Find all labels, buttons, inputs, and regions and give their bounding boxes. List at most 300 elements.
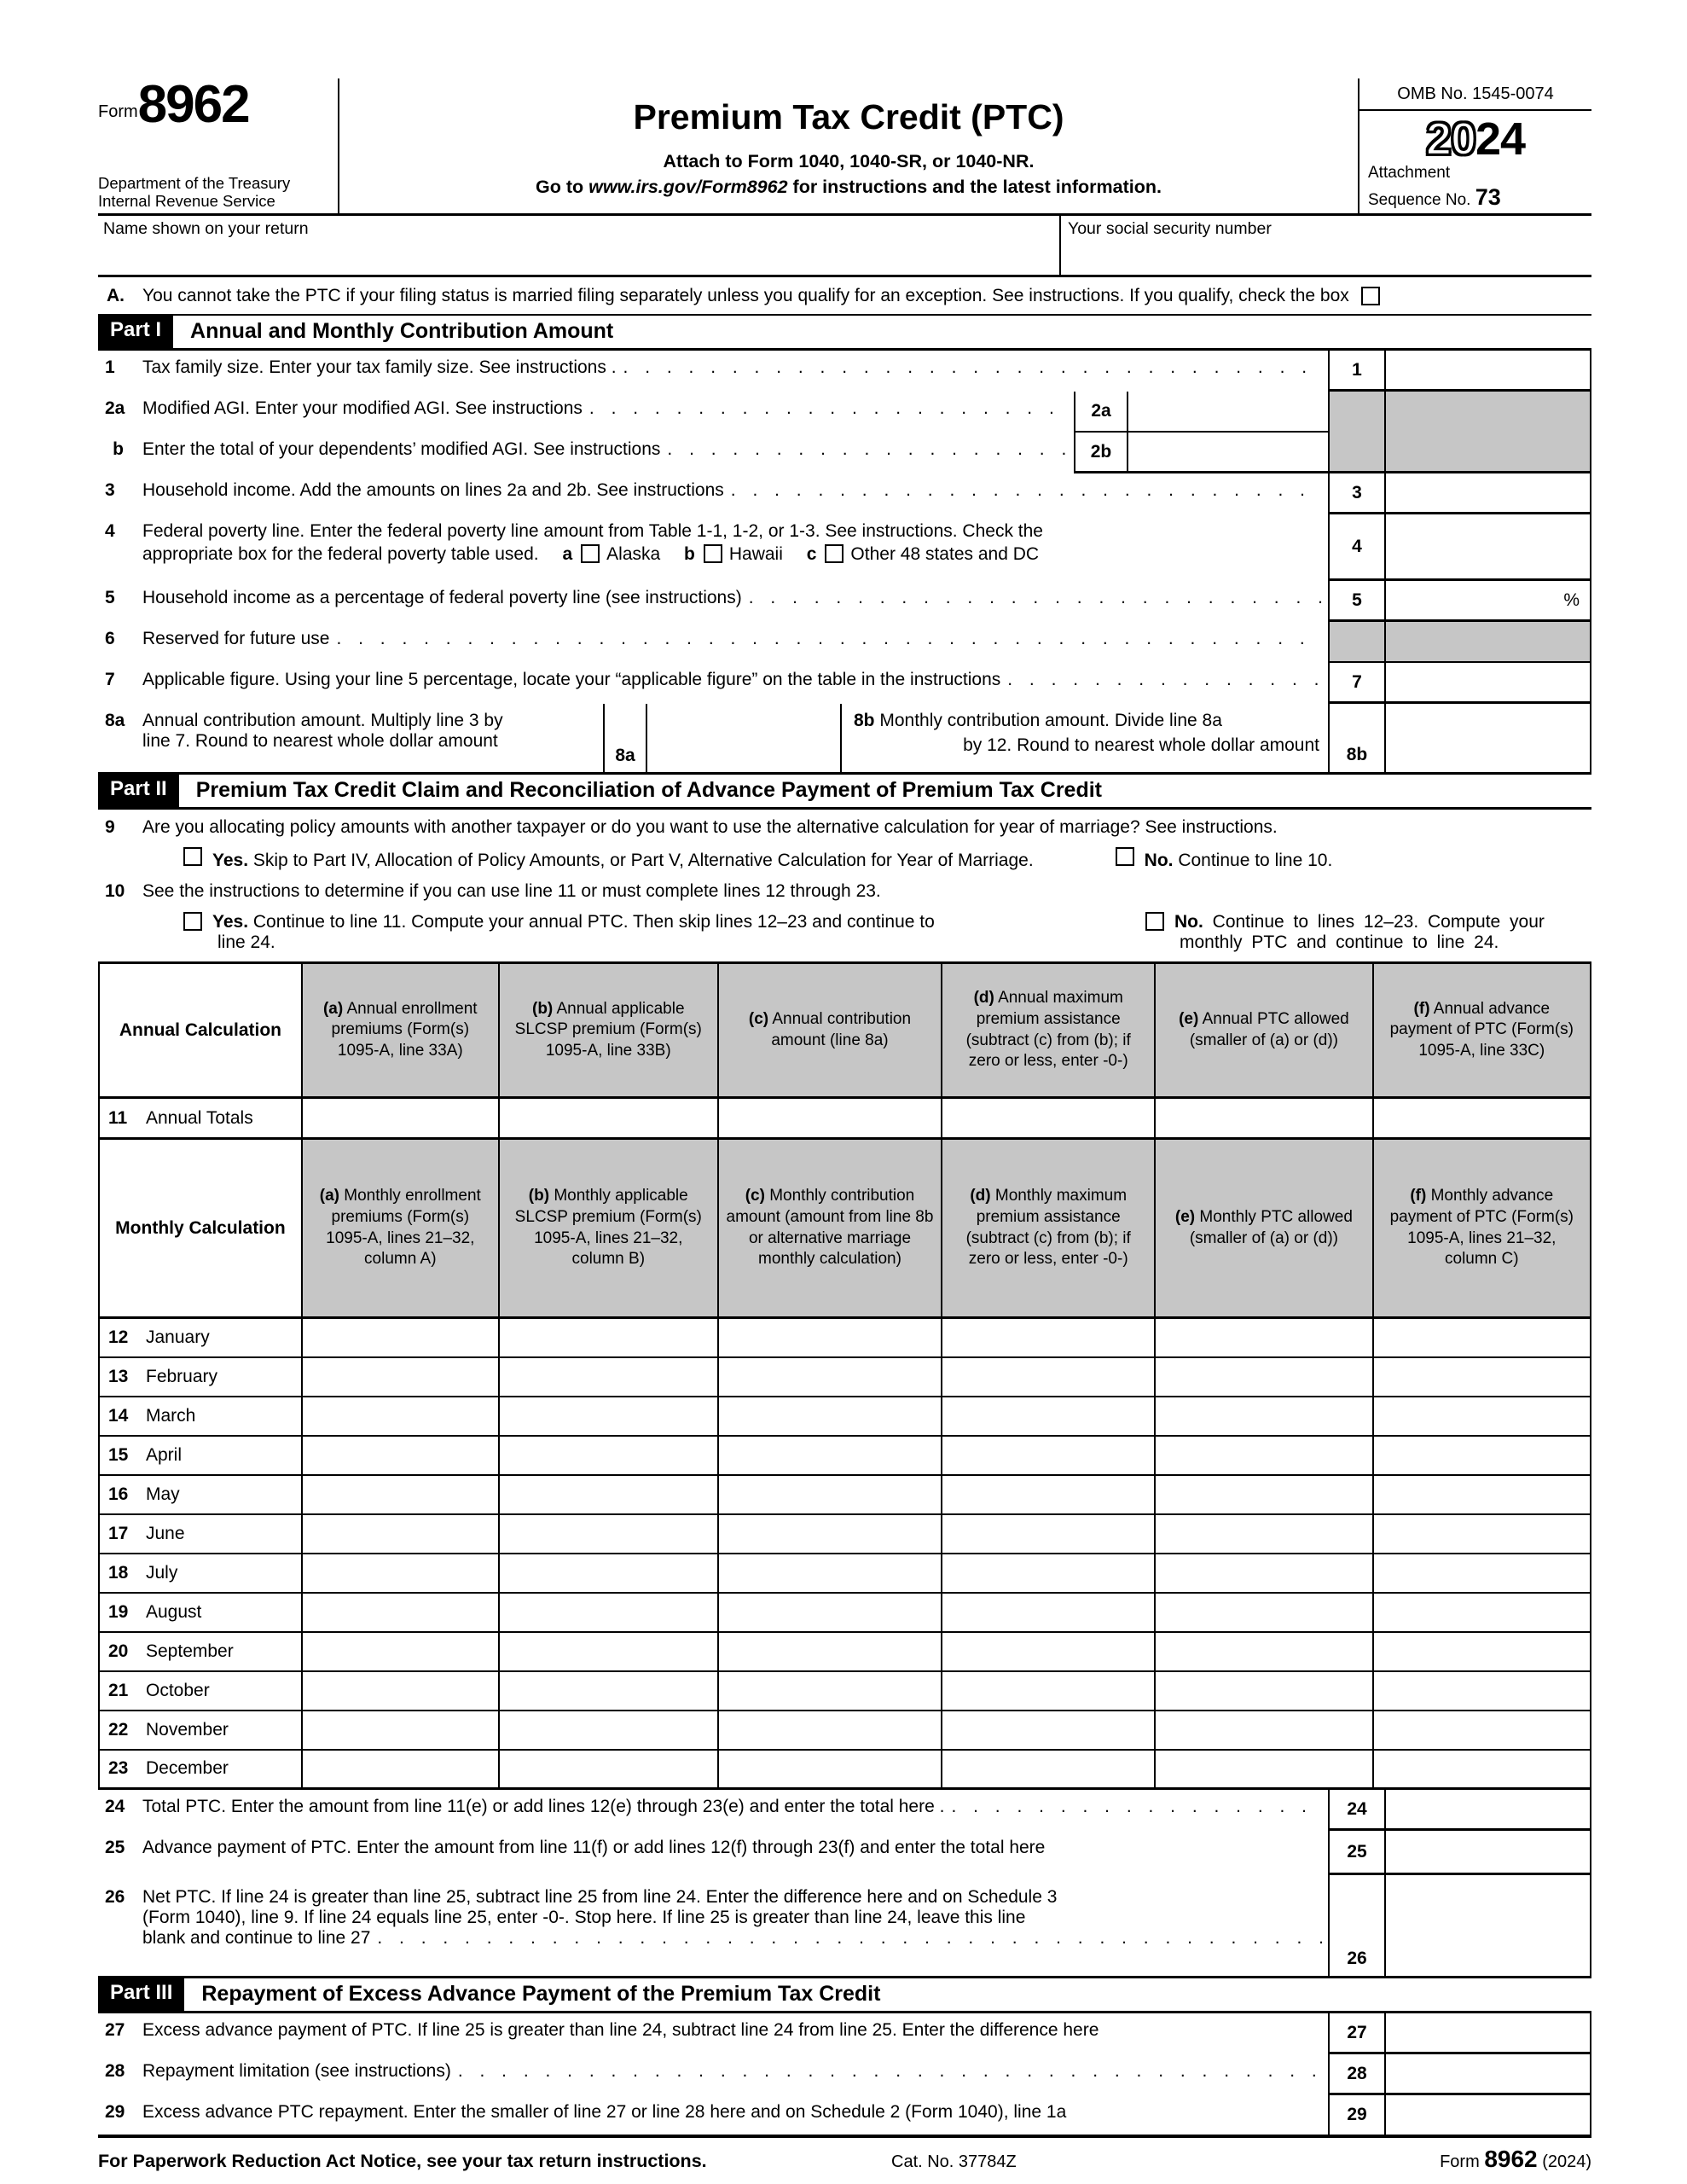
col-tag: (f): [1410, 1187, 1427, 1205]
annual-totals-row: [99, 1098, 1591, 1139]
month-june-cell-a[interactable]: [302, 1514, 499, 1554]
line-28-amount-field[interactable]: [1386, 2054, 1591, 2093]
month-line-number: 21: [108, 1680, 129, 1700]
month-december-cell-c[interactable]: [718, 1750, 942, 1789]
month-september-cell-a[interactable]: [302, 1632, 499, 1671]
line-3-number: 3: [105, 480, 115, 501]
leader-dots: [623, 357, 1323, 378]
line-27-amount-field[interactable]: [1386, 2013, 1591, 2052]
month-label-june: [99, 1514, 302, 1554]
col-text: Annual PTC allowed (smaller of (a) or (d)): [1189, 1010, 1349, 1049]
line-5-number: 5: [105, 588, 115, 608]
line-5-box-number: 5: [1328, 581, 1386, 619]
month-line-number: 18: [108, 1562, 129, 1583]
col-tag: (c): [748, 1010, 769, 1028]
line-11-number: 11: [108, 1107, 128, 1128]
goto-suffix: for instructions and the latest information.: [787, 177, 1162, 197]
line-8b-box-number: 8b: [1328, 704, 1386, 772]
month-february-cell-a[interactable]: [302, 1357, 499, 1397]
agency-line-1: Department of the Treasury: [98, 173, 291, 192]
line-6-shaded-cell: [1328, 622, 1386, 661]
month-september-cell-b[interactable]: [499, 1632, 718, 1671]
line-2a-text: Modified AGI. Enter your modified AGI. See instructions: [142, 398, 583, 419]
line-26-amount-field[interactable]: [1386, 1875, 1591, 1976]
line-5-amount-field[interactable]: [1386, 581, 1591, 619]
agency-line-2: Internal Revenue Service: [98, 192, 275, 211]
line-6: [98, 622, 1591, 663]
month-may-cell-a[interactable]: [302, 1475, 499, 1514]
month-january-cell-b[interactable]: [499, 1318, 718, 1357]
month-row: [99, 1671, 1591, 1711]
col-tag: (f): [1413, 999, 1430, 1018]
monthly-calculation-label: Monthly Calculation: [99, 1139, 302, 1318]
col-tag: (b): [532, 999, 554, 1018]
leader-dots: [731, 480, 1323, 501]
month-january-cell-e[interactable]: [1155, 1318, 1372, 1357]
annual-totals-label: [99, 1098, 302, 1139]
line-2b-number: b: [113, 439, 124, 460]
month-row: [99, 1593, 1591, 1632]
line-28: [98, 2054, 1591, 2095]
irs-url: www.irs.gov/Form8962: [588, 177, 788, 197]
line-8: [98, 704, 1591, 772]
month-february-cell-c[interactable]: [718, 1357, 942, 1397]
month-name: March: [146, 1405, 196, 1426]
line-8b-number: 8b: [854, 711, 875, 731]
line-5-text: Household income as a percentage of federal poverty line (see instructions): [142, 588, 742, 608]
part3-title: Repayment of Excess Advance Payment of the Premium Tax Credit: [201, 1982, 881, 2007]
line-27-number: 27: [105, 2020, 125, 2041]
month-june-cell-c[interactable]: [718, 1514, 942, 1554]
annual-totals-text: Annual Totals: [146, 1107, 253, 1128]
col-tag: (b): [528, 1187, 550, 1205]
col-text: Monthly applicable SLCSP premium (Form(s) 1095-A, lines 21–32, column B): [514, 1187, 702, 1269]
month-label-may: [99, 1475, 302, 1514]
col-tag: (a): [319, 1187, 339, 1205]
line-9-yes-checkbox[interactable]: [183, 847, 202, 866]
month-october-cell-a[interactable]: [302, 1671, 499, 1711]
agency-block: [98, 174, 333, 212]
yes-bold: Yes.: [212, 851, 249, 871]
month-april-cell-f[interactable]: [1373, 1436, 1591, 1475]
month-january-cell-c[interactable]: [718, 1318, 942, 1357]
month-row: [99, 1632, 1591, 1671]
line-11-cell-e[interactable]: [1155, 1098, 1372, 1139]
col-text: Monthly contribution amount (amount from line 8b or alternative marriage monthly calculation): [726, 1187, 934, 1269]
line-1-number: 1: [105, 357, 115, 378]
line-26-text-1: Net PTC. If line 24 is greater than line 25, subtract line 25 from line 24. Enter the difference here and on Schedule 3: [142, 1887, 1058, 1908]
month-may-cell-c[interactable]: [718, 1475, 942, 1514]
month-label-february: [99, 1357, 302, 1397]
form-footer: [98, 2135, 1591, 2173]
sequence-label: Sequence No.: [1368, 190, 1471, 209]
line-4: [98, 514, 1591, 581]
line-2b-shaded-cell: [1328, 433, 1386, 471]
leader-dots: [667, 439, 1069, 460]
month-february-cell-e[interactable]: [1155, 1357, 1372, 1397]
line-24-text: Total PTC. Enter the amount from line 11(e) or add lines 12(e) through 23(e) and enter the total here .: [142, 1797, 945, 1817]
month-name: January: [146, 1327, 210, 1347]
line-2a-amount-field[interactable]: [1128, 392, 1328, 431]
line-8a-number: 8a: [105, 711, 125, 731]
month-june-cell-d[interactable]: [942, 1514, 1155, 1554]
month-row: [99, 1514, 1591, 1554]
line-1-text: Tax family size. Enter your tax family size. See instructions .: [142, 357, 617, 378]
month-august-cell-b[interactable]: [499, 1593, 718, 1632]
omb-block: [1358, 78, 1591, 213]
hawaii-checkbox[interactable]: [704, 544, 722, 563]
name-label: Name shown on your return: [103, 219, 309, 239]
col-text: Annual enrollment premiums (Form(s) 1095-A, line 33A): [331, 999, 478, 1060]
line-24-amount-field[interactable]: [1386, 1790, 1591, 1828]
month-line-number: 12: [108, 1327, 129, 1347]
month-december-cell-e[interactable]: [1155, 1750, 1372, 1789]
sequence-number: 73: [1475, 183, 1501, 210]
catalog-number: Cat. No. 37784Z: [891, 2152, 1017, 2172]
month-september-cell-d[interactable]: [942, 1632, 1155, 1671]
line-4-amount-field[interactable]: [1386, 514, 1591, 578]
col-tag: (a): [322, 999, 344, 1018]
line-4-text-2: appropriate box for the federal poverty table used.: [142, 544, 539, 565]
line-4-options: [142, 544, 1328, 565]
month-row: [99, 1554, 1591, 1593]
part3-label: Part III: [98, 1978, 184, 2011]
monthly-col-a-header: [302, 1139, 499, 1318]
line-28-text: Repayment limitation (see instructions): [142, 2061, 451, 2082]
line-11-cell-f[interactable]: [1373, 1098, 1591, 1139]
line-6-number: 6: [105, 629, 115, 649]
goto-instruction: [339, 177, 1358, 198]
col-text: Monthly advance payment of PTC (Form(s) 1095-A, lines 21–32, column C): [1389, 1187, 1574, 1269]
notice-a-letter: A.: [107, 286, 125, 306]
line-2b-box-number: 2b: [1074, 433, 1128, 471]
line-25-amount-field[interactable]: [1386, 1831, 1591, 1873]
line-25: [98, 1831, 1591, 1875]
month-march-cell-b[interactable]: [499, 1397, 718, 1436]
form-id-block: [98, 75, 339, 213]
month-july-cell-d[interactable]: [942, 1554, 1155, 1593]
hawaii-label: Hawaii: [728, 544, 783, 565]
month-july-cell-e[interactable]: [1155, 1554, 1372, 1593]
line-9-options: [183, 838, 1591, 871]
month-november-cell-c[interactable]: [718, 1711, 942, 1750]
month-name: September: [146, 1641, 234, 1661]
footer-form-id: [1249, 2146, 1591, 2173]
line-25-number: 25: [105, 1838, 125, 1858]
month-row: [99, 1475, 1591, 1514]
form-title-block: [339, 78, 1358, 213]
line-10: [98, 871, 1591, 902]
month-row: [99, 1397, 1591, 1436]
option-c-letter: c: [806, 544, 817, 565]
yes-bold: Yes.: [212, 912, 249, 932]
line-1-box-number: 1: [1328, 351, 1386, 389]
month-april-cell-b[interactable]: [499, 1436, 718, 1475]
line-27-text: Excess advance payment of PTC. If line 25 is greater than line 24, subtract line 24 from line 25. Enter the difference here: [142, 2020, 1099, 2041]
month-october-cell-b[interactable]: [499, 1671, 718, 1711]
month-march-cell-c[interactable]: [718, 1397, 942, 1436]
line-8b-amount-field[interactable]: [1386, 704, 1591, 772]
month-name: April: [146, 1444, 183, 1465]
month-label-october: [99, 1671, 302, 1711]
col-tag: (c): [745, 1187, 765, 1205]
leader-dots: [336, 629, 1323, 649]
month-label-january: [99, 1318, 302, 1357]
line-2b-text: Enter the total of your dependents’ modified AGI. See instructions: [142, 439, 661, 460]
line-10-yes-block: [183, 912, 955, 953]
part2-title: Premium Tax Credit Claim and Reconciliation of Advance Payment of Premium Tax Credit: [195, 778, 1102, 803]
month-april-cell-c[interactable]: [718, 1436, 942, 1475]
no-rest: Continue to lines 12–23. Compute your monthly PTC and continue to line 24.: [1180, 912, 1545, 953]
month-may-cell-b[interactable]: [499, 1475, 718, 1514]
line-11-cell-a[interactable]: [302, 1098, 499, 1139]
line-24: [98, 1790, 1591, 1831]
part1-header: [98, 314, 1591, 351]
form-number: 8962: [137, 75, 249, 134]
month-november-cell-f[interactable]: [1373, 1711, 1591, 1750]
ptc-calculation-table: [98, 961, 1591, 1790]
month-row: [99, 1436, 1591, 1475]
month-march-cell-e[interactable]: [1155, 1397, 1372, 1436]
month-august-cell-c[interactable]: [718, 1593, 942, 1632]
line-9-number: 9: [105, 817, 115, 838]
month-label-july: [99, 1554, 302, 1593]
month-november-cell-a[interactable]: [302, 1711, 499, 1750]
month-line-number: 16: [108, 1484, 129, 1504]
line-29-box-number: 29: [1328, 2095, 1386, 2135]
line-9: [98, 810, 1591, 838]
attach-instruction: Attach to Form 1040, 1040-SR, or 1040-NR.: [663, 151, 1035, 171]
line-1-amount-field[interactable]: [1386, 351, 1591, 389]
month-february-cell-d[interactable]: [942, 1357, 1155, 1397]
no-bold: No.: [1144, 851, 1174, 871]
monthly-col-e-header: [1155, 1139, 1372, 1318]
paperwork-notice: For Paperwork Reduction Act Notice, see your tax return instructions.: [98, 2151, 707, 2172]
yes-rest: Skip to Part IV, Allocation of Policy Amounts, or Part V, Alternative Calculation for Year of Marriage.: [248, 851, 1034, 871]
option-a-letter: a: [562, 544, 573, 565]
month-line-number: 20: [108, 1641, 129, 1661]
ssn-field[interactable]: [1059, 216, 1591, 275]
notice-a-text: You cannot take the PTC if your filing status is married filing separately unless you qualify for an exception. See instructions. If you qualify, check the box: [142, 286, 1349, 306]
line-26-number: 26: [105, 1887, 125, 1908]
part1-title: Annual and Monthly Contribution Amount: [190, 319, 614, 344]
leader-dots: [458, 2061, 1323, 2082]
leader-dots: [377, 1928, 1323, 1949]
line-8b-text: [842, 704, 1328, 772]
month-june-cell-f[interactable]: [1373, 1514, 1591, 1554]
month-december-cell-d[interactable]: [942, 1750, 1155, 1789]
tax-year-solid: 24: [1475, 113, 1526, 165]
month-name: October: [146, 1680, 210, 1700]
yes-rest: Continue to line 11. Compute your annual PTC. Then skip lines 12–23 and continue to line 24.: [217, 912, 935, 953]
col-tag: (e): [1179, 1010, 1199, 1028]
line-7-amount-field[interactable]: [1386, 663, 1591, 701]
tax-year: [1359, 111, 1591, 165]
line-28-box-number: 28: [1328, 2054, 1386, 2093]
line-8b-text-2: by 12. Round to nearest whole dollar amount: [963, 735, 1319, 756]
month-line-number: 23: [108, 1758, 129, 1779]
month-december-cell-a[interactable]: [302, 1750, 499, 1789]
month-june-cell-b[interactable]: [499, 1514, 718, 1554]
month-august-cell-d[interactable]: [942, 1593, 1155, 1632]
footer-form-year: (2024): [1542, 2152, 1591, 2172]
line-9-no-text: [1145, 851, 1333, 871]
line-9-yes-text: [212, 851, 1034, 871]
month-march-cell-f[interactable]: [1373, 1397, 1591, 1436]
line-29-number: 29: [105, 2102, 125, 2123]
month-april-cell-e[interactable]: [1155, 1436, 1372, 1475]
line-5: [98, 581, 1591, 622]
month-name: December: [146, 1758, 229, 1779]
line-10-text: See the instructions to determine if you can use line 11 or must complete lines 12 through 23.: [142, 881, 881, 902]
line-11-cell-c[interactable]: [718, 1098, 942, 1139]
line-11-cell-d[interactable]: [942, 1098, 1155, 1139]
line-24-number: 24: [105, 1797, 125, 1817]
other-48-states-checkbox[interactable]: [825, 544, 844, 563]
line-7-text: Applicable figure. Using your line 5 percentage, locate your “applicable figure” on the table in the instructions: [142, 670, 1001, 690]
col-text: Annual maximum premium assistance (subtract (c) from (b); if zero or less, enter -0-): [965, 989, 1131, 1071]
month-september-cell-e[interactable]: [1155, 1632, 1372, 1671]
month-label-august: [99, 1593, 302, 1632]
line-26-text-3: blank and continue to line 27: [142, 1928, 371, 1949]
month-october-cell-f[interactable]: [1373, 1671, 1591, 1711]
month-label-september: [99, 1632, 302, 1671]
line-26-box-number: 26: [1328, 1875, 1386, 1976]
month-april-cell-d[interactable]: [942, 1436, 1155, 1475]
month-july-cell-a[interactable]: [302, 1554, 499, 1593]
alaska-label: Alaska: [606, 544, 661, 565]
month-row: [99, 1357, 1591, 1397]
month-june-cell-e[interactable]: [1155, 1514, 1372, 1554]
annual-col-f-header: [1373, 963, 1591, 1098]
month-line-number: 14: [108, 1405, 129, 1426]
other-48-states-label: Other 48 states and DC: [850, 544, 1040, 565]
month-may-cell-d[interactable]: [942, 1475, 1155, 1514]
line-27-box-number: 27: [1328, 2013, 1386, 2052]
line-4-box-number: 4: [1328, 514, 1386, 578]
month-july-cell-f[interactable]: [1373, 1554, 1591, 1593]
month-november-cell-e[interactable]: [1155, 1711, 1372, 1750]
line-10-no-checkbox[interactable]: [1145, 912, 1164, 931]
month-july-cell-b[interactable]: [499, 1554, 718, 1593]
line-10-no-block: [1145, 912, 1591, 953]
line-2a-number: 2a: [105, 398, 125, 419]
month-december-cell-f[interactable]: [1373, 1750, 1591, 1789]
name-field[interactable]: [98, 216, 1059, 275]
month-january-cell-f[interactable]: [1373, 1318, 1591, 1357]
line-6-text: Reserved for future use: [142, 629, 330, 649]
col-tag: (d): [973, 989, 994, 1008]
line-3-text: Household income. Add the amounts on lines 2a and 2b. See instructions: [142, 480, 724, 501]
line-8b-text-1: Monthly contribution amount. Divide line 8a: [879, 711, 1222, 731]
line-8a-text: [142, 704, 603, 772]
option-b-letter: b: [684, 544, 695, 565]
monthly-col-b-header: [499, 1139, 718, 1318]
month-january-cell-a[interactable]: [302, 1318, 499, 1357]
month-name: February: [146, 1366, 218, 1386]
month-row: [99, 1711, 1591, 1750]
form-title: Premium Tax Credit (PTC): [633, 97, 1064, 136]
month-february-cell-b[interactable]: [499, 1357, 718, 1397]
line-9-no-checkbox[interactable]: [1116, 847, 1134, 866]
month-december-cell-b[interactable]: [499, 1750, 718, 1789]
line-10-options: [183, 902, 1591, 961]
month-line-number: 17: [108, 1523, 129, 1543]
month-row: [99, 1318, 1591, 1357]
month-september-cell-c[interactable]: [718, 1632, 942, 1671]
alaska-checkbox[interactable]: [581, 544, 600, 563]
col-tag: (e): [1174, 1208, 1196, 1226]
exception-checkbox[interactable]: [1361, 287, 1380, 305]
leader-dots: [1007, 670, 1323, 690]
col-text: Monthly maximum premium assistance (subtract (c) from (b); if zero or less, enter -0-): [965, 1187, 1131, 1269]
month-october-cell-d[interactable]: [942, 1671, 1155, 1711]
monthly-col-f-header: [1373, 1139, 1591, 1318]
annual-header-row: [99, 963, 1591, 1098]
line-3: [98, 473, 1591, 514]
month-february-cell-f[interactable]: [1373, 1357, 1591, 1397]
month-april-cell-a[interactable]: [302, 1436, 499, 1475]
line-29-amount-field[interactable]: [1386, 2095, 1591, 2135]
month-line-number: 22: [108, 1719, 129, 1740]
line-29-text: Excess advance PTC repayment. Enter the smaller of line 27 or line 28 here and on Schedule 2 (Form 1040), line 1a: [142, 2102, 1067, 2123]
form-header: [98, 75, 1591, 216]
month-may-cell-e[interactable]: [1155, 1475, 1372, 1514]
month-august-cell-f[interactable]: [1373, 1593, 1591, 1632]
month-name: May: [146, 1484, 180, 1504]
annual-col-c-header: [718, 963, 942, 1098]
month-label-april: [99, 1436, 302, 1475]
col-tag: (d): [970, 1187, 991, 1205]
month-november-cell-d[interactable]: [942, 1711, 1155, 1750]
line-3-box-number: 3: [1328, 473, 1386, 512]
goto-prefix: Go to: [536, 177, 589, 197]
month-may-cell-f[interactable]: [1373, 1475, 1591, 1514]
month-name: June: [146, 1523, 185, 1543]
line-2a: [98, 392, 1591, 433]
line-1: [98, 351, 1591, 392]
month-name: November: [146, 1719, 229, 1740]
month-march-cell-d[interactable]: [942, 1397, 1155, 1436]
month-october-cell-e[interactable]: [1155, 1671, 1372, 1711]
line-10-yes-checkbox[interactable]: [183, 912, 202, 931]
line-4-number: 4: [105, 521, 115, 542]
col-text: Monthly enrollment premiums (Form(s) 1095-A, lines 21–32, column A): [326, 1187, 481, 1269]
line-2b-amount-field[interactable]: [1128, 433, 1328, 471]
month-march-cell-a[interactable]: [302, 1397, 499, 1436]
footer-form-number: 8962: [1484, 2146, 1538, 2173]
col-text: Annual applicable SLCSP premium (Form(s) 1095-A, line 33B): [514, 999, 702, 1060]
annual-col-d-header: [942, 963, 1155, 1098]
footer-form-word: Form: [1440, 2152, 1480, 2172]
line-3-amount-field[interactable]: [1386, 473, 1591, 512]
month-january-cell-d[interactable]: [942, 1318, 1155, 1357]
line-10-number: 10: [105, 881, 125, 902]
line-11-cell-b[interactable]: [499, 1098, 718, 1139]
month-september-cell-f[interactable]: [1373, 1632, 1591, 1671]
month-august-cell-e[interactable]: [1155, 1593, 1372, 1632]
month-november-cell-b[interactable]: [499, 1711, 718, 1750]
annual-col-a-header: [302, 963, 499, 1098]
month-august-cell-a[interactable]: [302, 1593, 499, 1632]
month-label-november: [99, 1711, 302, 1750]
month-october-cell-c[interactable]: [718, 1671, 942, 1711]
no-rest: Continue to line 10.: [1173, 851, 1333, 871]
month-line-number: 19: [108, 1601, 129, 1622]
month-july-cell-c[interactable]: [718, 1554, 942, 1593]
part2-header: [98, 772, 1591, 810]
line-8a-amount-field[interactable]: [647, 704, 842, 772]
